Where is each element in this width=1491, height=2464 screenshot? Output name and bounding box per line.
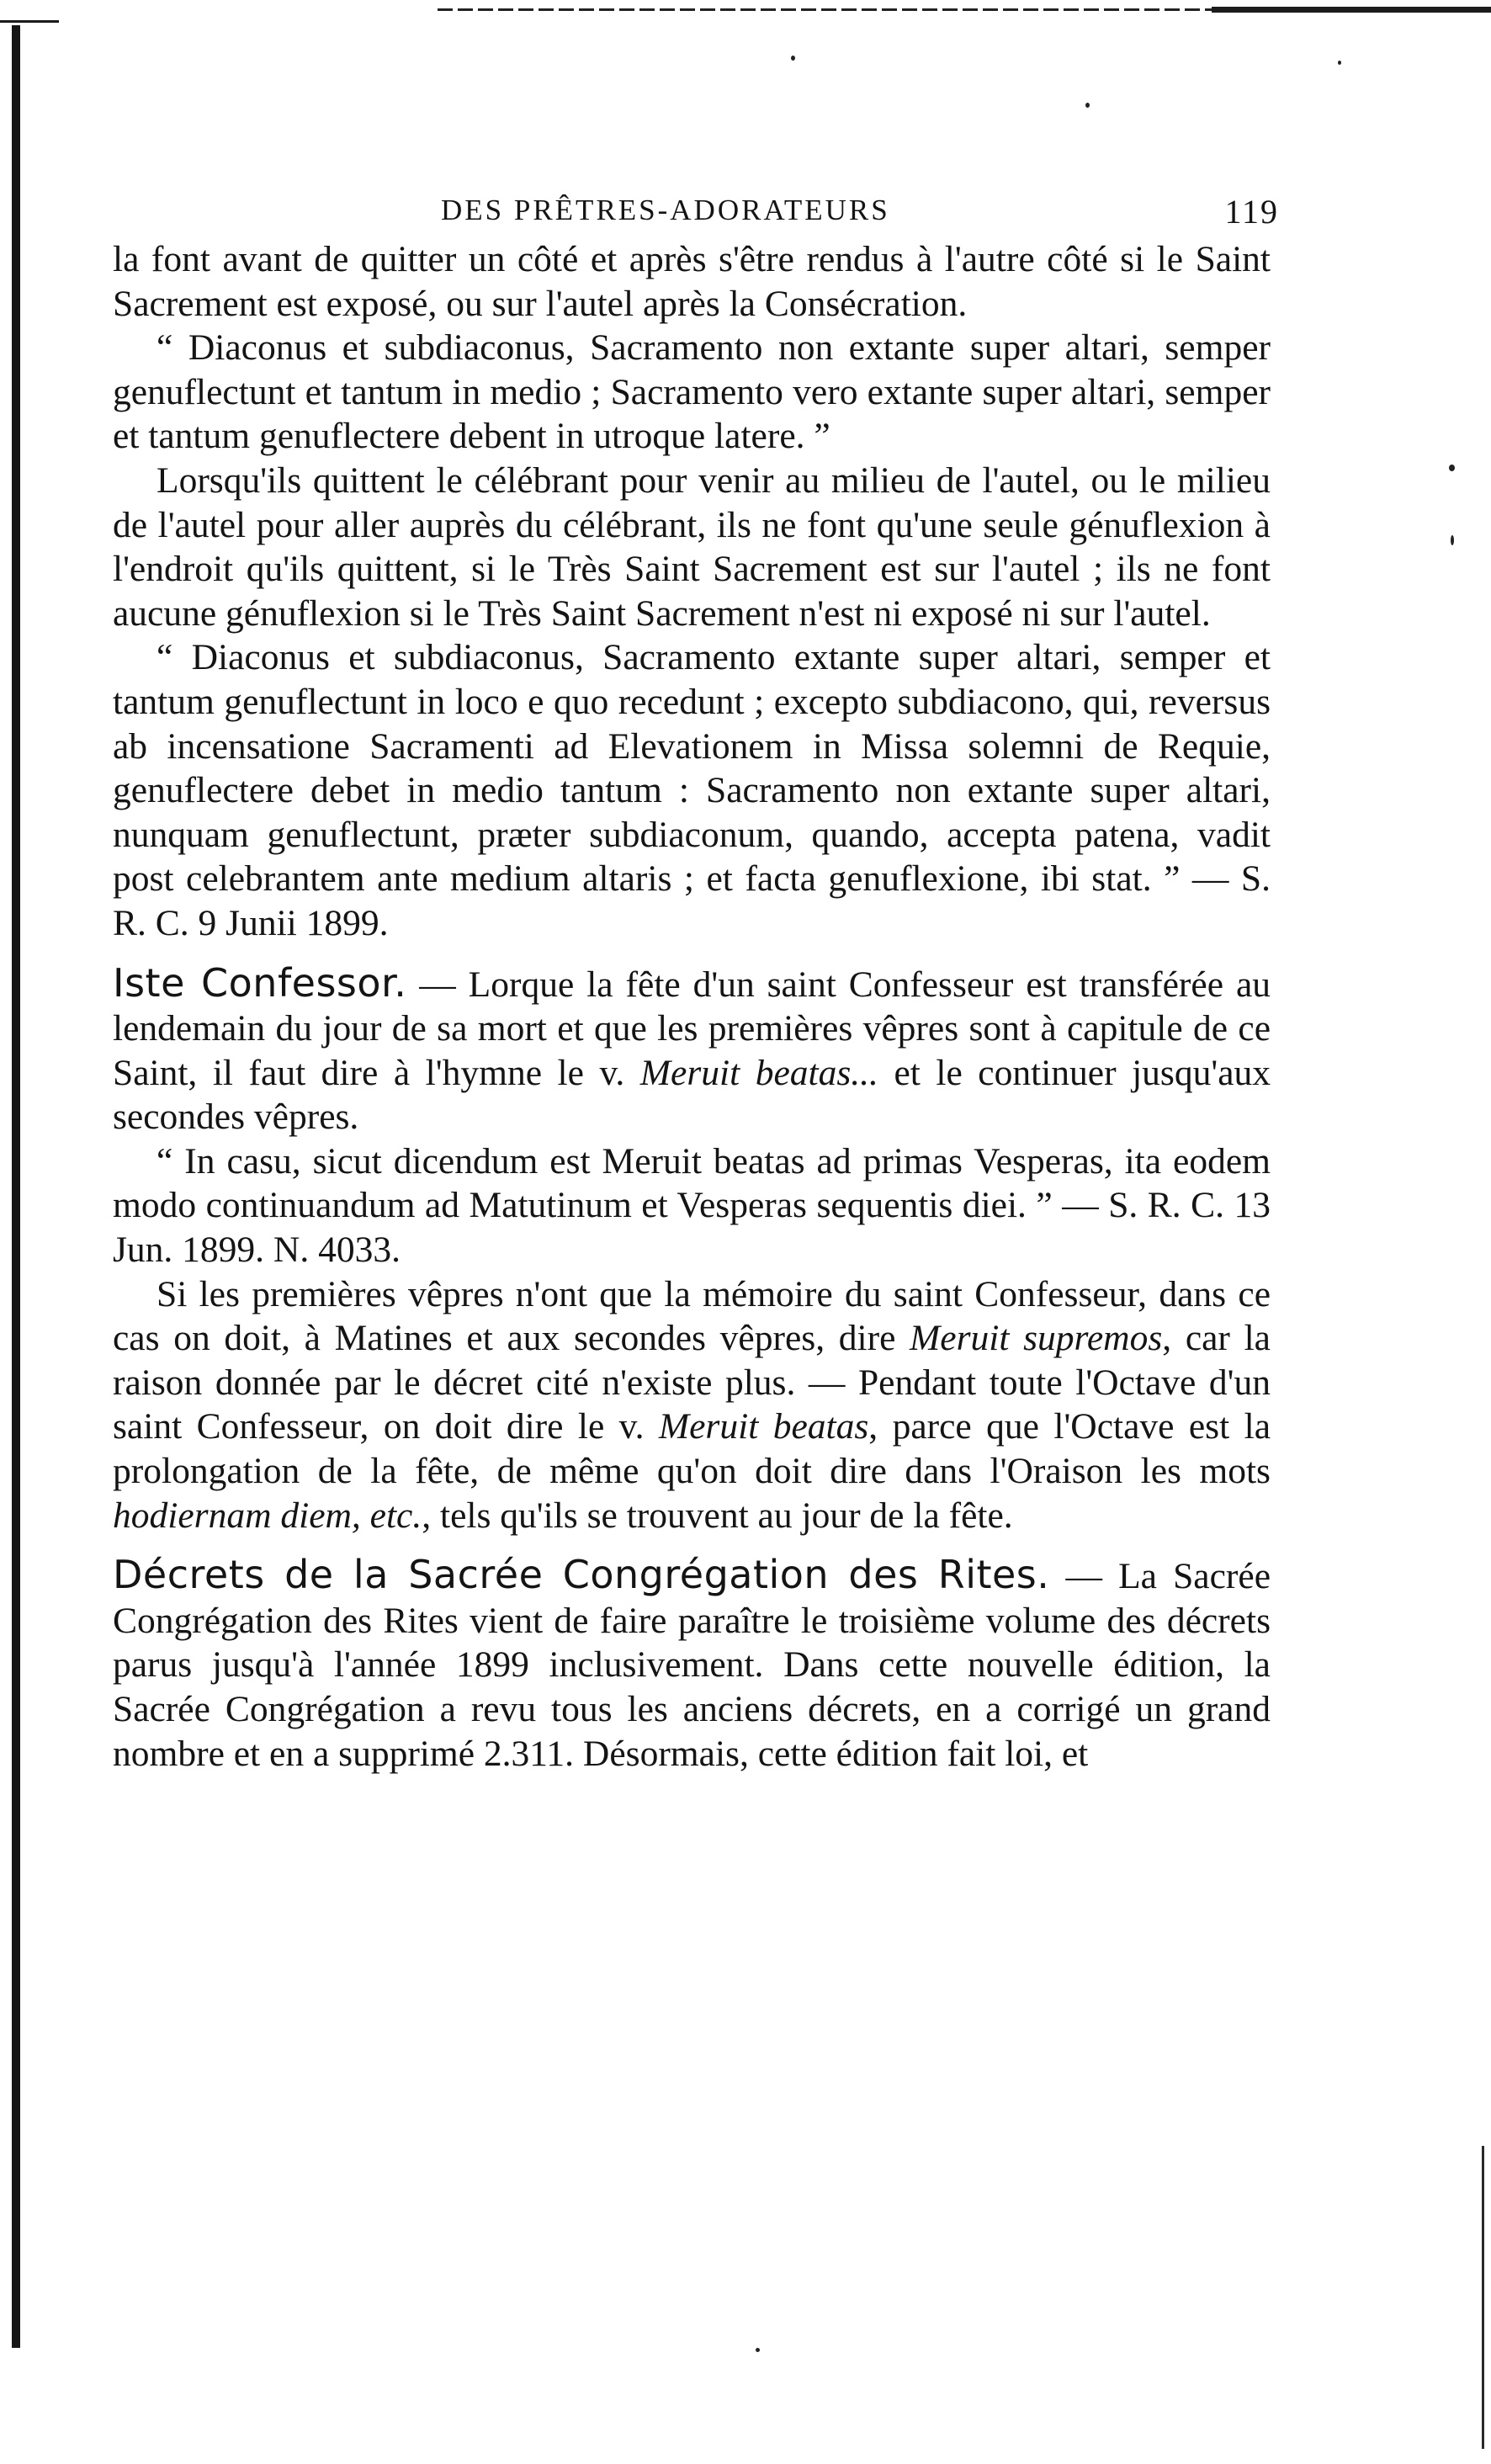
- section-iste-text-b: et le continuer jusqu'aux secondes vêpres.: [113, 1052, 1271, 1138]
- section-iste-para-a: Si les premières vêpres n'ont que la mémoire du saint Confesseur, dans ce cas on doit, à Matines et aux secondes vêpres, dire: [113, 1273, 1271, 1359]
- scan-speck: [1085, 103, 1090, 108]
- scan-gutter-shadow: [12, 25, 20, 2348]
- scan-speck: [1451, 535, 1454, 545]
- scan-speck: [756, 2348, 760, 2352]
- section-iste-confessor: [113, 961, 1271, 1538]
- section-decrets-paragraph: [113, 1553, 1271, 1776]
- section-iste-intro: [113, 961, 1271, 1139]
- italic-incipit: Meruit beatas: [658, 1406, 869, 1447]
- section-decrets-body: La Sacrée Congrégation des Rites vient de faire paraître le troisième volume des décrets parus jusqu'à l'année 1899 inclusivement. Dans cette nouvelle édition, la Sacrée Congrégation a revu tous les anciens décrets, en a corrigé un grand nombre et en a supprimé 2.311. Désormais, cette édition fait loi, et: [113, 1556, 1271, 1774]
- section-iste-para-c: , parce que l'Octave est la prolongation de la fête, de même qu'on doit dire dans l'Oraison les mots: [113, 1406, 1271, 1492]
- book-page: [113, 187, 1279, 1776]
- scan-edge-mark: [0, 20, 59, 23]
- section-heading-iste-confessor: Iste Confessor.: [113, 959, 407, 1006]
- running-head: [113, 187, 1279, 237]
- running-title: DES PRÊTRES-ADORATEURS: [441, 194, 890, 226]
- body-text: [113, 237, 1271, 1776]
- scan-speck: [791, 56, 795, 61]
- italic-incipit: Meruit beatas...: [639, 1052, 878, 1093]
- section-decrets-dash: —: [1049, 1556, 1119, 1597]
- paragraph-continuation: la font avant de quitter un côté et après s'être rendus à l'autre côté si le Saint Sacrement est exposé, ou sur l'autel après la Consécration.: [113, 239, 1271, 324]
- section-iste-paragraph: [113, 1272, 1271, 1538]
- italic-phrase: hodiernam diem, etc.: [113, 1495, 422, 1536]
- section-decrets: [113, 1553, 1271, 1776]
- latin-quote-paragraph: “ Diaconus et subdiaconus, Sacramento non extante super altari, semper genuflectunt et tantum in medio ; Sacramento vero extante super altari, semper et tantum genuflectere debent in utroque latere. ”: [113, 327, 1271, 457]
- scan-right-edge: [1482, 2146, 1484, 2449]
- section-iste-para-b: , car la raison donnée par le décret cité n'existe plus. — Pendant toute l'Octave d'un saint Confesseur, on doit dire le v.: [113, 1318, 1271, 1447]
- scan-speck: [1449, 465, 1455, 471]
- page-number: 119: [1224, 193, 1279, 231]
- section-iste-text-a: — Lorque la fête d'un saint Confesseur est transférée au lendemain du jour de sa mort et que les premières vêpres sont à capitule de ce Saint, il faut dire à l'hymne le v.: [113, 964, 1271, 1093]
- scan-speck: [1338, 61, 1341, 65]
- italic-incipit: Meruit supremos: [910, 1318, 1163, 1359]
- section-iste-para-d: , tels qu'ils se trouvent au jour de la fête.: [422, 1495, 1013, 1536]
- scan-top-rule-solid: [1212, 7, 1491, 13]
- section-iste-quote: “ In casu, sicut dicendum est Meruit beatas ad primas Vesperas, ita eodem modo continuandum ad Matutinum et Vesperas sequentis diei. ” — S. R. C. 13 Jun. 1899. N. 4033.: [113, 1140, 1271, 1271]
- section-heading-decrets: Décrets de la Sacrée Congrégation des Rites.: [113, 1552, 1050, 1598]
- rubric-paragraph: Lorsqu'ils quittent le célébrant pour venir au milieu de l'autel, ou le milieu de l'autel pour aller auprès du célébrant, ils ne font qu'une seule génuflexion à l'endroit qu'ils quittent, si le Très Saint Sacrement est sur l'autel ; ils ne font aucune génuflexion si le Très Saint Sacrement n'est ni exposé ni sur l'autel.: [113, 459, 1271, 634]
- latin-decree-paragraph: “ Diaconus et subdiaconus, Sacramento extante super altari, semper et tantum genuflectunt in loco e quo recedunt ; excepto subdiacono, qui, reversus ab incensatione Sacramenti ad Elevationem in Missa solemni de Requie, genuflectere debet in medio tantum : Sacramento non extante super altari, nunquam genuflectunt, præter subdiaconum, quando, accepta patena, vadit post celebrantem ante medium altaris ; et facta genuflexione, ibi stat. ” — S. R. C. 9 Junii 1899.: [113, 637, 1271, 943]
